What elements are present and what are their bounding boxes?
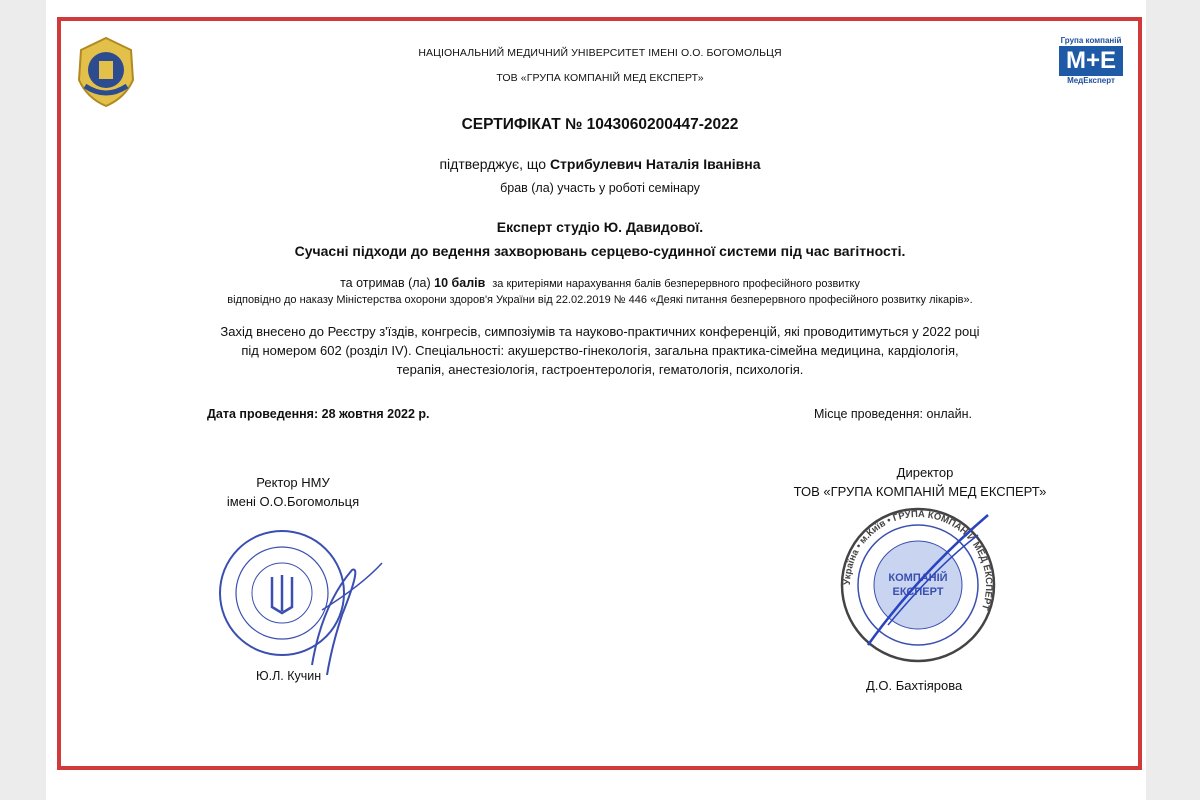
recipient-line: підтверджує, що Стрибулевич Наталія Іванівна (439, 156, 761, 172)
recipient-name: Стрибулевич Наталія Іванівна (549, 156, 761, 172)
svg-text:КОМПАНІЙ: КОМПАНІЙ (888, 572, 948, 584)
order-line: відповідно до наказу Міністерства охорони здоров'я України від 22.02.2019 № 446 «Деякі питання безперервного професійного розвитку лікарів». (227, 294, 973, 306)
company-stamp-icon (838, 505, 998, 670)
seminar-title-2: Сучасні підходи до ведення захворювань серцево-судинної системи під час вагітності. (294, 243, 906, 259)
right-signatory-name: Д.О. Бахтіярова (866, 678, 963, 693)
event-date: Дата проведення: 28 жовтня 2022 р. (207, 407, 430, 421)
points-line: та отримав (ла) 10 балів за критеріями нарахування балів безперервного професійного розвитку (340, 276, 860, 290)
seminar-title-1: Експерт студіо Ю. Давидової. (496, 219, 704, 235)
university-name: НАЦІОНАЛЬНИЙ МЕДИЧНИЙ УНІВЕРСИТЕТ ІМЕНІ О.О. БОГОМОЛЬЦЯ (418, 47, 782, 59)
svg-text:ЕКСПЕРТ: ЕКСПЕРТ (892, 586, 944, 598)
company-name: ТОВ «ГРУПА КОМПАНІЙ МЕД ЕКСПЕРТ» (496, 72, 704, 84)
medexpert-logo: Група компаній M+E МедЕксперт (1060, 36, 1122, 85)
left-signatory-title-2: імені О.О.Богомольця (226, 494, 360, 509)
participation-text: брав (ла) участь у роботі семінару (500, 181, 700, 195)
right-signatory-title-2: ТОВ «ГРУПА КОМПАНІЙ МЕД ЕКСПЕРТ» (793, 484, 1047, 499)
left-signatory-name: Ю.Л. Кучин (256, 669, 322, 683)
right-stamp-ring-text: Україна • м.Київ • ГРУПА КОМПАНІЙ МЕД ЕКСПЕРТ (841, 508, 995, 612)
right-signatory-title-1: Директор (896, 465, 954, 480)
university-stamp-icon (212, 515, 392, 680)
registry-line-3: терапія, анестезіологія, гастроентерологія, гематологія, психологія. (396, 362, 804, 377)
registry-line-2: під номером 602 (розділ IV). Спеціальності: акушерство-гінекологія, загальна практика-сімейна медицина, кардіологія, (241, 343, 959, 358)
left-signatory-title-1: Ректор НМУ (256, 475, 330, 490)
points-value: 10 балів (434, 276, 486, 290)
certificate-title: СЕРТИФІКАТ № 1043060200447-2022 (461, 116, 739, 133)
registry-line-1: Захід внесено до Реєстру з'їздів, конгресів, симпозіумів та науково-практичних конференцій, які проводитимуться у 2022 році (220, 324, 980, 339)
event-place: Місце проведення: онлайн. (814, 407, 972, 421)
